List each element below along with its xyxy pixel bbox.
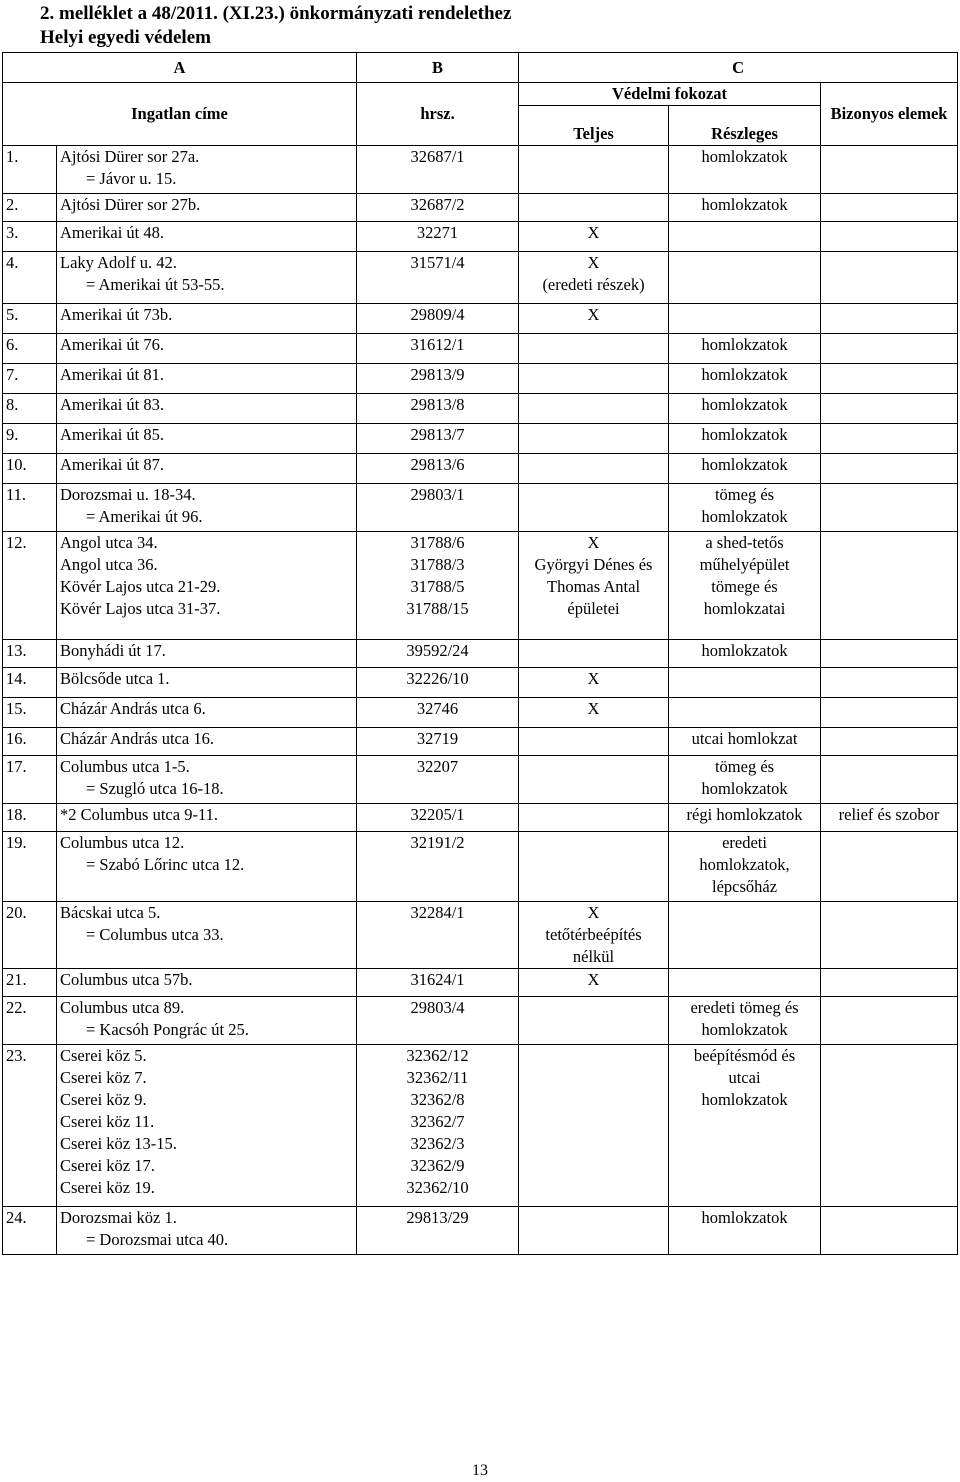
parcel-line: 29813/8 bbox=[410, 395, 465, 414]
row-number: 21. bbox=[3, 969, 57, 997]
parcel-line: 31788/3 bbox=[410, 555, 465, 574]
row-number: 9. bbox=[3, 424, 57, 454]
row-number: 7. bbox=[3, 364, 57, 394]
parcel-line: 32362/12 bbox=[406, 1046, 469, 1065]
parcel-line: 32746 bbox=[416, 699, 459, 718]
parcel-line: 31624/1 bbox=[410, 970, 465, 989]
parcel-line: 32362/3 bbox=[410, 1134, 465, 1153]
partial-protection-line: utcai bbox=[728, 1068, 761, 1087]
address-line: Amerikai út 83. bbox=[60, 395, 165, 414]
parcel-line: 31788/6 bbox=[410, 533, 465, 552]
parcel-cell bbox=[357, 364, 519, 394]
address-line: Kövér Lajos utca 21-29. bbox=[60, 577, 221, 596]
partial-protection-line: tömege és bbox=[711, 577, 778, 596]
address-line: Cházár András utca 16. bbox=[60, 729, 214, 748]
parcel-line: 32687/1 bbox=[410, 147, 465, 166]
address-line: Cserei köz 9. bbox=[60, 1090, 147, 1109]
full-protection-cell bbox=[519, 804, 669, 832]
full-protection-line: (eredeti részek) bbox=[542, 275, 645, 294]
parcel-cell bbox=[357, 304, 519, 334]
parcel-cell bbox=[357, 146, 519, 194]
address-line: = Columbus utca 33. bbox=[86, 925, 224, 944]
elements-cell bbox=[821, 334, 958, 364]
parcel-cell bbox=[357, 756, 519, 804]
page-title: 2. melléklet a 48/2011. (XI.23.) önkormányzati rendelethez bbox=[40, 3, 512, 24]
partial-column-header: Részleges bbox=[669, 106, 821, 146]
row-number: 19. bbox=[3, 832, 57, 902]
table-row bbox=[3, 146, 958, 194]
elements-cell bbox=[821, 424, 958, 454]
row-number: 13. bbox=[3, 640, 57, 668]
parcel-cell bbox=[357, 640, 519, 668]
address-line: Dorozsmai köz 1. bbox=[60, 1208, 177, 1227]
address-line: Cházár András utca 6. bbox=[60, 699, 206, 718]
full-protection-cell bbox=[519, 698, 669, 728]
parcel-cell bbox=[357, 252, 519, 304]
full-protection-cell bbox=[519, 728, 669, 756]
full-protection-cell bbox=[519, 832, 669, 902]
partial-protection-line: homlokzatok bbox=[701, 1208, 788, 1227]
row-number: 17. bbox=[3, 756, 57, 804]
full-protection-line: X bbox=[587, 223, 600, 242]
partial-protection-cell bbox=[669, 394, 821, 424]
parcel-line: 29803/1 bbox=[410, 485, 465, 504]
parcel-line: 32191/2 bbox=[410, 833, 465, 852]
elements-cell bbox=[821, 668, 958, 698]
elements-cell bbox=[821, 394, 958, 424]
parcel-line: 32719 bbox=[416, 729, 459, 748]
partial-protection-line: utcai homlokzat bbox=[691, 729, 798, 748]
address-line: Amerikai út 85. bbox=[60, 425, 165, 444]
row-number: 12. bbox=[3, 532, 57, 640]
protection-level-header: Védelmi fokozat bbox=[519, 83, 821, 106]
table-row bbox=[3, 668, 958, 698]
address-line: Columbus utca 89. bbox=[60, 998, 185, 1017]
row-number: 8. bbox=[3, 394, 57, 424]
address-cell bbox=[57, 728, 357, 756]
table-row bbox=[3, 252, 958, 304]
address-cell bbox=[57, 902, 357, 969]
partial-protection-cell bbox=[669, 454, 821, 484]
address-line: Angol utca 34. bbox=[60, 533, 158, 552]
row-number: 22. bbox=[3, 997, 57, 1045]
address-cell bbox=[57, 640, 357, 668]
address-line: *2 Columbus utca 9-11. bbox=[60, 805, 218, 824]
parcel-cell bbox=[357, 832, 519, 902]
row-number: 11. bbox=[3, 484, 57, 532]
partial-protection-cell bbox=[669, 902, 821, 969]
full-protection-cell bbox=[519, 424, 669, 454]
address-line: = Kacsóh Pongrác út 25. bbox=[86, 1020, 249, 1039]
parcel-line: 32207 bbox=[416, 757, 459, 776]
parcel-cell bbox=[357, 222, 519, 252]
parcel-line: 32362/10 bbox=[406, 1178, 469, 1197]
row-number: 24. bbox=[3, 1207, 57, 1255]
protection-table bbox=[2, 52, 958, 1255]
address-cell bbox=[57, 146, 357, 194]
address-line: Ajtósi Dürer sor 27b. bbox=[60, 195, 201, 214]
partial-protection-cell bbox=[669, 1207, 821, 1255]
partial-protection-line: homlokzatok bbox=[701, 779, 788, 798]
address-cell bbox=[57, 1207, 357, 1255]
row-number: 14. bbox=[3, 668, 57, 698]
full-protection-cell bbox=[519, 252, 669, 304]
address-cell bbox=[57, 394, 357, 424]
full-protection-cell bbox=[519, 969, 669, 997]
address-line: Cserei köz 11. bbox=[60, 1112, 155, 1131]
full-protection-cell bbox=[519, 756, 669, 804]
elements-cell bbox=[821, 304, 958, 334]
elements-column-header: Bizonyos elemek bbox=[821, 83, 958, 146]
address-line: = Amerikai út 96. bbox=[86, 507, 203, 526]
parcel-cell bbox=[357, 804, 519, 832]
row-number: 3. bbox=[3, 222, 57, 252]
table-row bbox=[3, 222, 958, 252]
address-cell bbox=[57, 252, 357, 304]
partial-protection-cell bbox=[669, 334, 821, 364]
table-body bbox=[3, 146, 958, 1255]
partial-protection-cell bbox=[669, 832, 821, 902]
row-number: 2. bbox=[3, 194, 57, 222]
address-line: Dorozsmai u. 18-34. bbox=[60, 485, 196, 504]
page-subtitle: Helyi egyedi védelem bbox=[40, 27, 211, 48]
parcel-cell bbox=[357, 424, 519, 454]
full-protection-line: Thomas Antal bbox=[547, 577, 641, 596]
partial-protection-cell bbox=[669, 304, 821, 334]
parcel-cell bbox=[357, 1045, 519, 1207]
partial-protection-cell bbox=[669, 222, 821, 252]
address-cell bbox=[57, 334, 357, 364]
address-cell bbox=[57, 454, 357, 484]
parcel-line: 39592/24 bbox=[406, 641, 469, 660]
parcel-line: 31788/5 bbox=[410, 577, 465, 596]
partial-protection-line: lépcsőház bbox=[711, 877, 778, 896]
address-cell bbox=[57, 832, 357, 902]
row-number: 10. bbox=[3, 454, 57, 484]
parcel-cell bbox=[357, 334, 519, 364]
row-number: 1. bbox=[3, 146, 57, 194]
address-line: Cserei köz 17. bbox=[60, 1156, 155, 1175]
full-protection-cell bbox=[519, 902, 669, 969]
parcel-line: 32362/11 bbox=[406, 1068, 469, 1087]
elements-cell bbox=[821, 252, 958, 304]
address-line: Amerikai út 73b. bbox=[60, 305, 173, 324]
elements-cell bbox=[821, 756, 958, 804]
parcel-line: 29813/9 bbox=[410, 365, 465, 384]
partial-protection-line: homlokzatok, bbox=[699, 855, 790, 874]
full-protection-line: X bbox=[587, 305, 600, 324]
address-line: Cserei köz 13-15. bbox=[60, 1134, 177, 1153]
partial-protection-cell bbox=[669, 756, 821, 804]
row-number: 15. bbox=[3, 698, 57, 728]
partial-protection-cell bbox=[669, 364, 821, 394]
address-cell bbox=[57, 969, 357, 997]
table-row bbox=[3, 454, 958, 484]
full-protection-cell bbox=[519, 334, 669, 364]
full-protection-cell bbox=[519, 668, 669, 698]
full-protection-line: nélkül bbox=[572, 947, 615, 966]
parcel-cell bbox=[357, 668, 519, 698]
table-row bbox=[3, 804, 958, 832]
table-row bbox=[3, 997, 958, 1045]
table-row bbox=[3, 969, 958, 997]
parcel-cell bbox=[357, 997, 519, 1045]
row-number: 23. bbox=[3, 1045, 57, 1207]
parcel-line: 32687/2 bbox=[410, 195, 465, 214]
partial-protection-cell bbox=[669, 194, 821, 222]
partial-protection-cell bbox=[669, 532, 821, 640]
address-line: Cserei köz 7. bbox=[60, 1068, 147, 1087]
address-line: Laky Adolf u. 42. bbox=[60, 253, 177, 272]
address-line: Cserei köz 19. bbox=[60, 1178, 155, 1197]
elements-cell bbox=[821, 698, 958, 728]
page-number: 13 bbox=[472, 1462, 488, 1479]
address-line: Cserei köz 5. bbox=[60, 1046, 147, 1065]
elements-cell bbox=[821, 804, 958, 832]
partial-protection-cell bbox=[669, 804, 821, 832]
column-letter-a: A bbox=[3, 53, 357, 83]
parcel-line: 31788/15 bbox=[406, 599, 469, 618]
full-protection-cell bbox=[519, 484, 669, 532]
address-line: Kövér Lajos utca 31-37. bbox=[60, 599, 221, 618]
full-protection-cell bbox=[519, 222, 669, 252]
address-line: Bölcsőde utca 1. bbox=[60, 669, 170, 688]
partial-protection-cell bbox=[669, 728, 821, 756]
elements-cell bbox=[821, 1207, 958, 1255]
parcel-cell bbox=[357, 194, 519, 222]
address-cell bbox=[57, 222, 357, 252]
table-row bbox=[3, 532, 958, 640]
elements-cell bbox=[821, 832, 958, 902]
parcel-line: 32226/10 bbox=[406, 669, 469, 688]
parcel-cell bbox=[357, 484, 519, 532]
address-cell bbox=[57, 698, 357, 728]
elements-cell bbox=[821, 222, 958, 252]
elements-cell bbox=[821, 640, 958, 668]
elements-cell bbox=[821, 969, 958, 997]
row-number: 18. bbox=[3, 804, 57, 832]
address-cell bbox=[57, 668, 357, 698]
address-cell bbox=[57, 997, 357, 1045]
parcel-cell bbox=[357, 454, 519, 484]
address-cell bbox=[57, 424, 357, 454]
full-protection-cell bbox=[519, 454, 669, 484]
partial-protection-line: homlokzatok bbox=[701, 1090, 788, 1109]
table-row bbox=[3, 304, 958, 334]
parcel-cell bbox=[357, 394, 519, 424]
partial-protection-cell bbox=[669, 969, 821, 997]
elements-cell bbox=[821, 454, 958, 484]
table-row bbox=[3, 832, 958, 902]
full-protection-line: X bbox=[587, 903, 600, 922]
partial-protection-line: tömeg és bbox=[714, 485, 775, 504]
address-line: Columbus utca 1-5. bbox=[60, 757, 190, 776]
table-row bbox=[3, 334, 958, 364]
partial-protection-line: homlokzatok bbox=[701, 455, 788, 474]
table-row bbox=[3, 364, 958, 394]
table-row bbox=[3, 394, 958, 424]
address-cell bbox=[57, 532, 357, 640]
partial-protection-cell bbox=[669, 484, 821, 532]
parcel-cell bbox=[357, 902, 519, 969]
address-cell bbox=[57, 756, 357, 804]
full-protection-cell bbox=[519, 640, 669, 668]
address-cell bbox=[57, 364, 357, 394]
table-row bbox=[3, 1045, 958, 1207]
partial-protection-line: műhelyépület bbox=[699, 555, 790, 574]
row-number: 6. bbox=[3, 334, 57, 364]
partial-protection-line: tömeg és bbox=[714, 757, 775, 776]
partial-protection-line: homlokzatok bbox=[701, 395, 788, 414]
parcel-column-header: hrsz. bbox=[357, 83, 519, 146]
elements-cell bbox=[821, 532, 958, 640]
full-protection-cell bbox=[519, 1207, 669, 1255]
full-protection-line: X bbox=[587, 669, 600, 688]
parcel-line: 29813/29 bbox=[406, 1208, 469, 1227]
partial-protection-line: homlokzatok bbox=[701, 147, 788, 166]
partial-protection-line: homlokzatok bbox=[701, 365, 788, 384]
address-column-header: Ingatlan címe bbox=[3, 83, 357, 146]
full-protection-cell bbox=[519, 532, 669, 640]
full-protection-line: Györgyi Dénes és bbox=[534, 555, 653, 574]
elements-line: relief és szobor bbox=[838, 805, 940, 824]
address-line: Ajtósi Dürer sor 27a. bbox=[60, 147, 200, 166]
full-protection-cell bbox=[519, 304, 669, 334]
parcel-line: 32284/1 bbox=[410, 903, 465, 922]
address-line: Angol utca 36. bbox=[60, 555, 158, 574]
parcel-line: 29813/6 bbox=[410, 455, 465, 474]
full-protection-line: X bbox=[587, 699, 600, 718]
column-letter-c: C bbox=[519, 53, 958, 83]
table-row bbox=[3, 194, 958, 222]
parcel-line: 31612/1 bbox=[410, 335, 465, 354]
parcel-line: 32362/9 bbox=[410, 1156, 465, 1175]
full-protection-cell bbox=[519, 394, 669, 424]
address-line: Bácskai utca 5. bbox=[60, 903, 161, 922]
elements-cell bbox=[821, 1045, 958, 1207]
partial-protection-cell bbox=[669, 668, 821, 698]
full-protection-cell bbox=[519, 997, 669, 1045]
parcel-line: 29813/7 bbox=[410, 425, 465, 444]
elements-cell bbox=[821, 484, 958, 532]
address-cell bbox=[57, 1045, 357, 1207]
address-cell bbox=[57, 194, 357, 222]
partial-protection-line: beépítésmód és bbox=[693, 1046, 796, 1065]
address-line: Amerikai út 48. bbox=[60, 223, 165, 242]
partial-protection-line: homlokzatok bbox=[701, 195, 788, 214]
partial-protection-line: homlokzatok bbox=[701, 335, 788, 354]
elements-cell bbox=[821, 728, 958, 756]
full-protection-cell bbox=[519, 194, 669, 222]
parcel-line: 32205/1 bbox=[410, 805, 465, 824]
partial-protection-line: a shed-tetős bbox=[705, 533, 784, 552]
full-protection-line: X bbox=[587, 970, 600, 989]
full-protection-cell bbox=[519, 364, 669, 394]
elements-cell bbox=[821, 146, 958, 194]
partial-protection-cell bbox=[669, 698, 821, 728]
parcel-cell bbox=[357, 969, 519, 997]
full-protection-line: X bbox=[587, 533, 600, 552]
parcel-line: 32362/8 bbox=[410, 1090, 465, 1109]
full-protection-line: X bbox=[587, 253, 600, 272]
parcel-line: 32362/7 bbox=[410, 1112, 465, 1131]
partial-protection-line: homlokzatok bbox=[701, 425, 788, 444]
table-row bbox=[3, 756, 958, 804]
table-row bbox=[3, 728, 958, 756]
partial-protection-cell bbox=[669, 640, 821, 668]
row-number: 16. bbox=[3, 728, 57, 756]
partial-protection-line: eredeti tömeg és bbox=[690, 998, 799, 1017]
partial-protection-cell bbox=[669, 424, 821, 454]
address-line: Amerikai út 81. bbox=[60, 365, 165, 384]
parcel-cell bbox=[357, 728, 519, 756]
parcel-line: 29809/4 bbox=[410, 305, 465, 324]
full-protection-cell bbox=[519, 146, 669, 194]
address-cell bbox=[57, 304, 357, 334]
row-number: 5. bbox=[3, 304, 57, 334]
full-protection-line: tetőtérbeépítés bbox=[545, 925, 642, 944]
address-line: = Dorozsmai utca 40. bbox=[86, 1230, 229, 1249]
address-line: = Szugló utca 16-18. bbox=[86, 779, 224, 798]
elements-cell bbox=[821, 997, 958, 1045]
partial-protection-line: homlokzatok bbox=[701, 641, 788, 660]
table-row bbox=[3, 484, 958, 532]
address-line: Bonyhádi út 17. bbox=[60, 641, 166, 660]
address-line: Amerikai út 87. bbox=[60, 455, 165, 474]
partial-protection-line: régi homlokzatok bbox=[686, 805, 803, 824]
parcel-line: 29803/4 bbox=[410, 998, 465, 1017]
row-number: 4. bbox=[3, 252, 57, 304]
parcel-cell bbox=[357, 1207, 519, 1255]
table-row bbox=[3, 1207, 958, 1255]
parcel-cell bbox=[357, 698, 519, 728]
parcel-line: 32271 bbox=[416, 223, 459, 242]
full-column-header: Teljes bbox=[519, 106, 669, 146]
table-row bbox=[3, 902, 958, 969]
partial-protection-line: homlokzatai bbox=[703, 599, 786, 618]
parcel-line: 31571/4 bbox=[410, 253, 465, 272]
elements-cell bbox=[821, 902, 958, 969]
partial-protection-cell bbox=[669, 252, 821, 304]
table-row bbox=[3, 640, 958, 668]
partial-protection-cell bbox=[669, 997, 821, 1045]
elements-cell bbox=[821, 364, 958, 394]
address-line: = Szabó Lőrinc utca 12. bbox=[86, 855, 245, 874]
elements-cell bbox=[821, 194, 958, 222]
partial-protection-line: eredeti bbox=[722, 833, 767, 852]
address-cell bbox=[57, 484, 357, 532]
address-cell bbox=[57, 804, 357, 832]
column-letter-b: B bbox=[357, 53, 519, 83]
row-number: 20. bbox=[3, 902, 57, 969]
full-protection-cell bbox=[519, 1045, 669, 1207]
column-letters-row bbox=[3, 53, 958, 83]
partial-protection-cell bbox=[669, 146, 821, 194]
full-protection-line: épületei bbox=[567, 599, 620, 618]
partial-protection-line: homlokzatok bbox=[701, 1020, 788, 1039]
address-line: = Amerikai út 53-55. bbox=[86, 275, 225, 294]
partial-protection-line: homlokzatok bbox=[701, 507, 788, 526]
address-line: Amerikai út 76. bbox=[60, 335, 165, 354]
address-line: Columbus utca 12. bbox=[60, 833, 185, 852]
address-line: Columbus utca 57b. bbox=[60, 970, 193, 989]
address-line: = Jávor u. 15. bbox=[86, 169, 177, 188]
table-row bbox=[3, 424, 958, 454]
parcel-cell bbox=[357, 532, 519, 640]
partial-protection-cell bbox=[669, 1045, 821, 1207]
table-row bbox=[3, 698, 958, 728]
